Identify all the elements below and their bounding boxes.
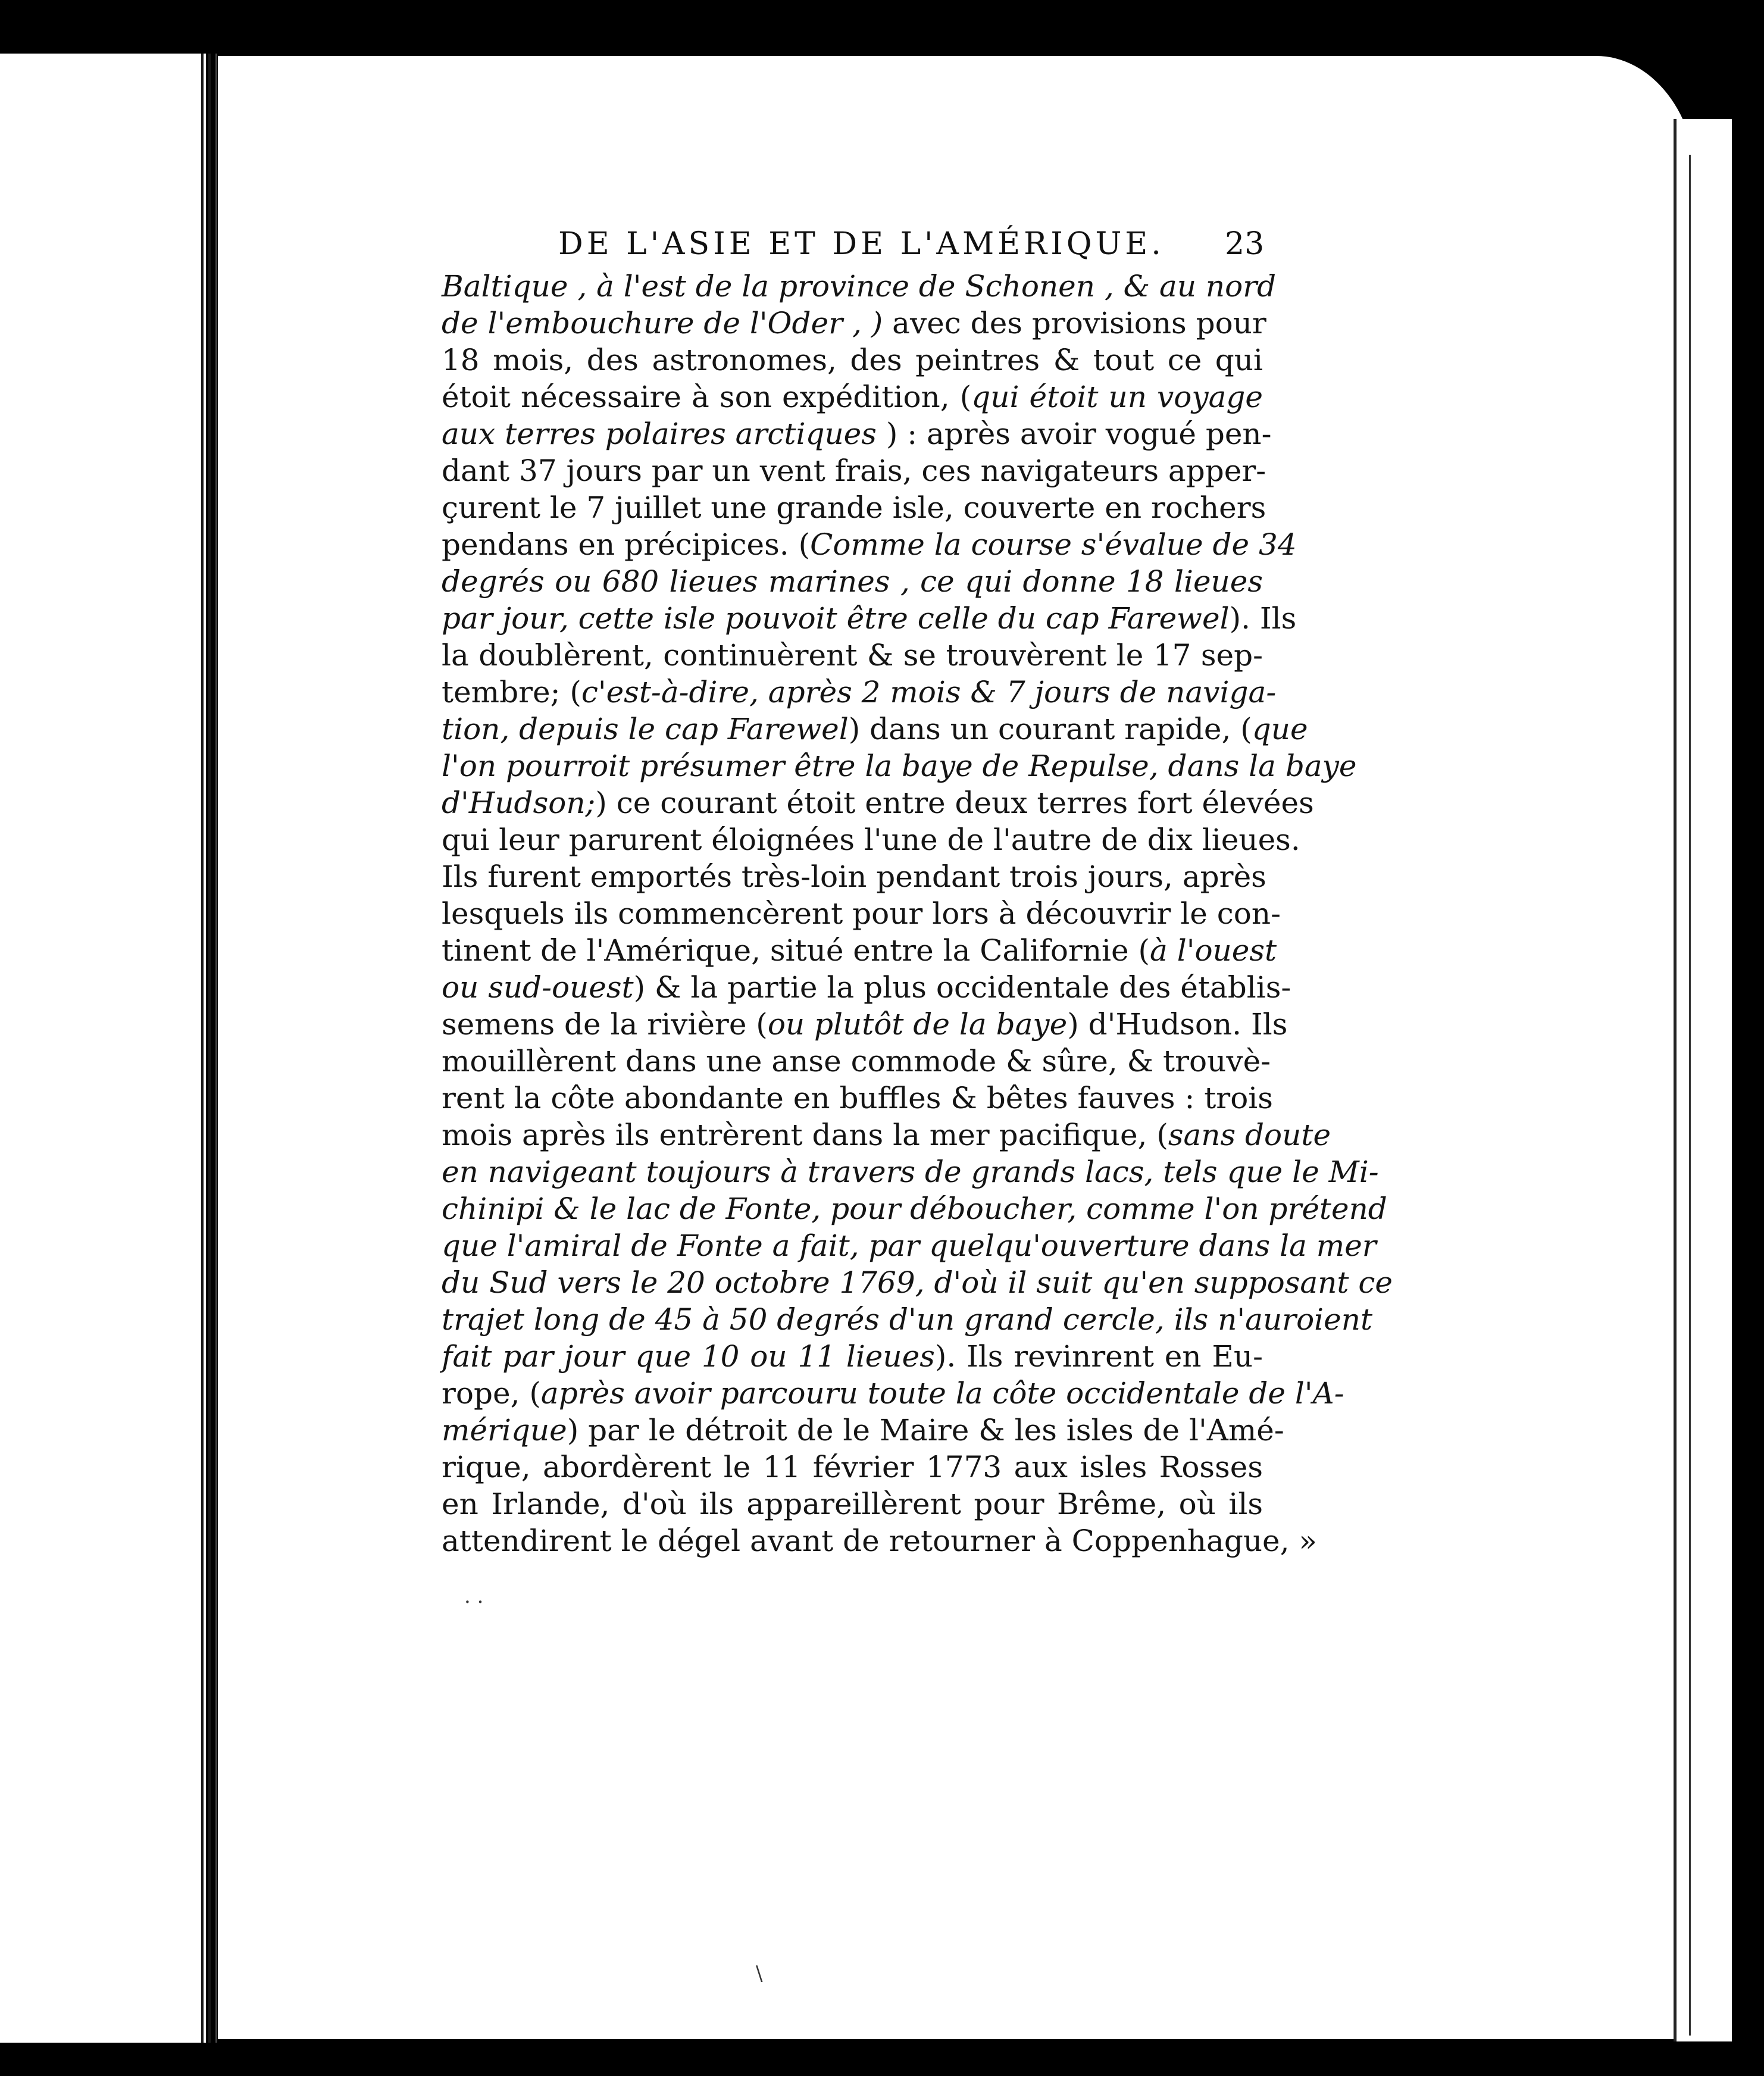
scan-border-bottom <box>0 2043 1764 2076</box>
roman-text: attendirent le dégel avant de retourner à Coppenhague, » <box>442 1524 1317 1558</box>
roman-text: qui leur parurent éloignées l'une de l'autre de dix lieues. <box>442 823 1300 857</box>
roman-text: la doublèrent, continuèrent & se trouvèrent le 17 sep- <box>442 638 1263 673</box>
text-line <box>442 1264 1393 1301</box>
scan-border-right <box>1732 0 1764 2076</box>
roman-text: mouillèrent dans une anse commode & sûre, & trouvè- <box>442 1044 1271 1078</box>
gutter-line <box>208 54 211 2043</box>
text-line <box>442 1522 1317 1559</box>
text-line <box>442 600 1297 637</box>
text-line <box>442 821 1300 858</box>
text-line <box>442 1190 1387 1227</box>
italic-text: trajet long de 45 à 50 degrés d'un grand cercle, ils n'auroient <box>442 1302 1373 1337</box>
italic-text: chinipi & le lac de Fonte, pour déboucher, comme l'on prétend <box>442 1192 1387 1226</box>
roman-text: dant 37 jours par un vent frais, ces navigateurs apper- <box>442 454 1266 488</box>
text-line <box>442 674 1277 711</box>
running-head-title: DE L'ASIE ET DE L'AMÉRIQUE. <box>558 226 1165 262</box>
text-line <box>442 932 1277 969</box>
italic-text: ou sud-ouest <box>442 970 634 1005</box>
ink-speck: · · <box>464 1590 484 1614</box>
body-text <box>442 268 1393 1559</box>
text-line <box>442 563 1263 600</box>
text-line <box>442 1080 1273 1117</box>
scan-border-top <box>0 0 1764 54</box>
roman-text: ). Ils revinrent en Eu- <box>934 1339 1263 1374</box>
italic-text: Baltique , à l'est de la province de Schonen , & au nord <box>442 269 1277 304</box>
roman-text: mois après ils entrèrent dans la mer pacifique, ( <box>442 1118 1168 1152</box>
italic-text: fait par jour que 10 ou 11 lieues <box>442 1339 935 1374</box>
page-number: 23 <box>1225 226 1265 262</box>
text-line <box>442 342 1263 379</box>
roman-text: en Irlande, d'où ils appareillèrent pour Brême, où ils <box>442 1487 1263 1521</box>
facing-page-edge <box>0 54 206 2043</box>
italic-text: sans doute <box>1168 1118 1331 1152</box>
page-fore-edge <box>1674 119 1736 2041</box>
roman-text: ) d'Hudson. Ils <box>1067 1007 1288 1042</box>
text-line <box>442 452 1266 489</box>
italic-text: degrés ou 680 lieues marines , ce qui donne 18 lieues <box>442 564 1263 599</box>
text-line <box>442 711 1308 748</box>
text-line <box>442 1301 1373 1338</box>
italic-text: par jour, cette isle pouvoit être celle du cap Farewel <box>442 601 1230 636</box>
roman-text: semens de la rivière ( <box>442 1007 768 1042</box>
text-line <box>442 1486 1263 1522</box>
roman-text: tinent de l'Amérique, situé entre la Californie ( <box>442 933 1150 968</box>
text-line <box>442 784 1314 821</box>
italic-text: à l'ouest <box>1150 933 1277 968</box>
roman-text: lesquels ils commencèrent pour lors à découvrir le con- <box>442 896 1281 931</box>
roman-text: rope, ( <box>442 1376 541 1411</box>
gutter-line <box>215 54 217 2043</box>
italic-text: ou plutôt de la baye <box>767 1007 1068 1042</box>
text-line <box>442 748 1357 784</box>
ink-speck: \ <box>756 1962 763 1986</box>
text-line <box>442 489 1266 526</box>
page-fore-edge-line <box>1689 155 1691 2036</box>
italic-text: en navigeant toujours à travers de grands lacs, tels que le Mi- <box>442 1155 1379 1189</box>
running-head <box>558 226 1283 268</box>
roman-text: ) ce courant étoit entre deux terres fort élevées <box>595 786 1314 820</box>
text-line <box>442 1006 1288 1043</box>
text-line <box>442 637 1263 674</box>
roman-text: étoit nécessaire à son expédition, ( <box>442 380 972 414</box>
text-line <box>442 1043 1271 1080</box>
text-line <box>442 1117 1331 1153</box>
roman-text: ) dans un courant rapide, ( <box>848 712 1252 746</box>
italic-text: Comme la course s'évalue de 34 <box>810 527 1297 562</box>
italic-text: c'est-à-dire, après 2 mois & 7 jours de naviga- <box>581 675 1277 709</box>
italic-text: de l'embouchure de l'Oder , ) <box>442 306 883 340</box>
italic-text: tion, depuis le cap Farewel <box>442 712 849 746</box>
text-line <box>442 1153 1379 1190</box>
text-line <box>442 1412 1284 1449</box>
roman-text: ). Ils <box>1229 601 1297 636</box>
text-line <box>442 526 1297 563</box>
text-line <box>442 1338 1263 1375</box>
italic-text: que l'amiral de Fonte a fait, par quelqu'ouverture dans la mer <box>442 1228 1377 1263</box>
text-line <box>442 969 1291 1006</box>
text-line <box>442 858 1266 895</box>
text-line <box>442 895 1281 932</box>
gutter-line <box>201 54 204 2043</box>
roman-text: ) : après avoir vogué pen- <box>876 417 1272 451</box>
roman-text: rent la côte abondante en buffles & bêtes fauves : trois <box>442 1081 1273 1115</box>
italic-text: d'Hudson; <box>442 786 596 820</box>
text-line <box>442 1227 1377 1264</box>
italic-text: après avoir parcouru toute la côte occidentale de l'A- <box>540 1376 1344 1411</box>
italic-text: l'on pourroit présumer être la baye de Repulse, dans la baye <box>442 749 1357 783</box>
roman-text: pendans en précipices. ( <box>442 527 811 562</box>
text-line <box>442 1449 1263 1486</box>
italic-text: du Sud vers le 20 octobre 1769, d'où il suit qu'en supposant ce <box>442 1265 1393 1300</box>
text-line <box>442 305 1266 342</box>
roman-text: tembre; ( <box>442 675 581 709</box>
italic-text: qui étoit un voyage <box>971 380 1263 414</box>
roman-text: ) & la partie la plus occidentale des établis- <box>633 970 1291 1005</box>
roman-text: Ils furent emportés très-loin pendant trois jours, après <box>442 859 1266 894</box>
text-line <box>442 268 1277 305</box>
roman-text: 18 mois, des astronomes, des peintres & tout ce qui <box>442 343 1263 377</box>
text-line <box>442 1375 1344 1412</box>
text-line <box>442 379 1263 415</box>
roman-text: ) par le détroit de le Maire & les isles de l'Amé- <box>567 1413 1284 1447</box>
italic-text: aux terres polaires arctiques <box>442 417 877 451</box>
italic-text: mérique <box>442 1413 567 1447</box>
italic-text: que <box>1252 712 1308 746</box>
roman-text: rique, abordèrent le 11 février 1773 aux isles Rosses <box>442 1450 1263 1484</box>
roman-text: avec des provisions pour <box>883 306 1266 340</box>
text-line <box>442 415 1272 452</box>
roman-text: çurent le 7 juillet une grande isle, couverte en rochers <box>442 490 1266 525</box>
